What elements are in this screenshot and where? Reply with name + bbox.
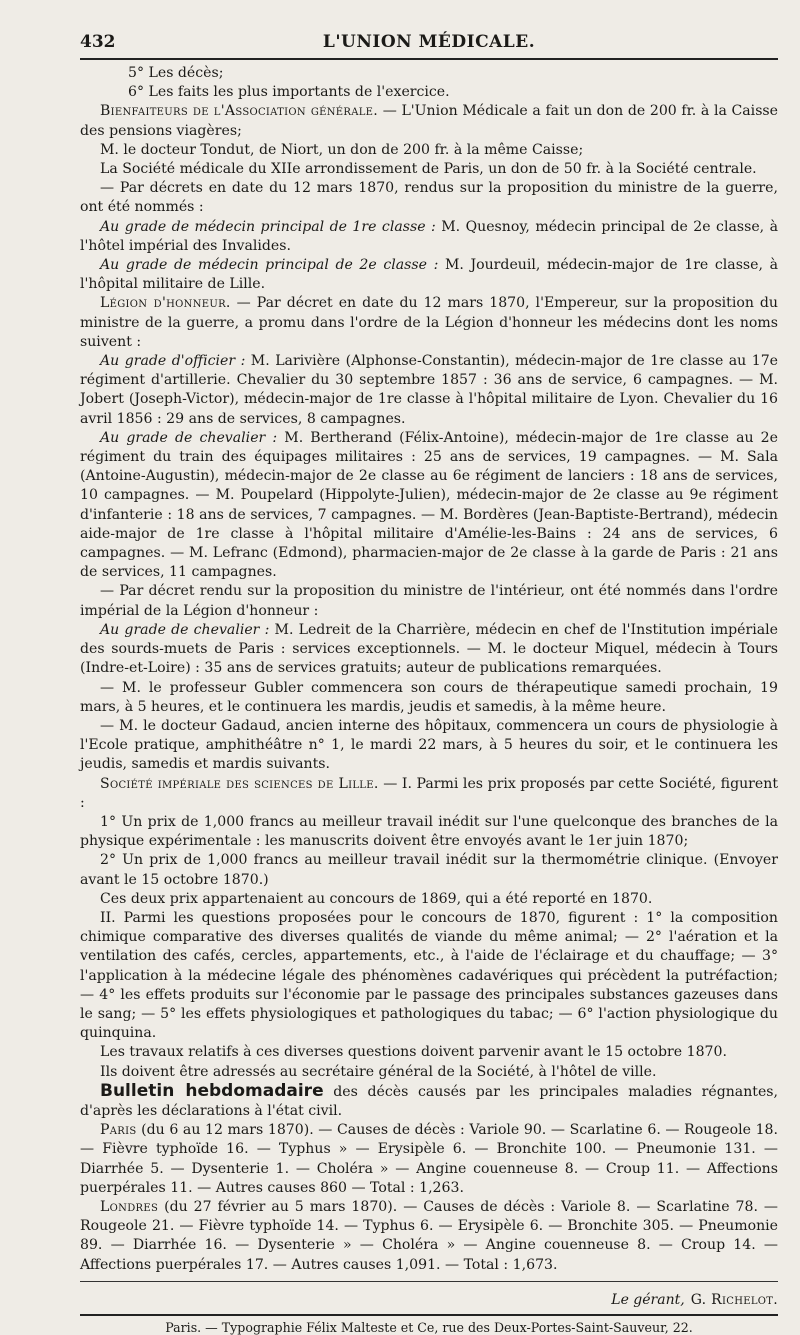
paragraph-text: M. Bertherand (Félix-Antoine), médecin-major de 1re classe au 2e régiment du train des équipages militaires : 25 ans de services, 19 campagnes. — M. Sala (Antoine-Augustin), médecin-major de 2e classe au 6e régiment de lanciers : 18 ans de services, 10 campagnes. — M. Poupelard (Hippolyte-Julien), médecin-major de 2e classe au 9e régiment d'infanterie : 18 ans de services, 7 campagnes. — M. Bordères (Jean-Baptiste-Bertrand), médecin aide-major de 1re classe à l'hôpital militaire d'Amélie-les-Bains : 24 ans de services, 6 campagnes. — M. Lefranc (Edmond), pharmacien-major de 2e classe à la garde de Paris : 21 ans de services, 11 campagnes.	[80, 429, 778, 581]
paragraph-text: — I. Parmi les prix proposés par cette Société, figurent :	[80, 775, 778, 811]
paragraph	[80, 813, 778, 851]
paragraph-text: — Par décret en date du 12 mars 1870, l'Empereur, sur la proposition du ministre de la guerre, a promu dans l'ordre de la Légion d'honneur les médecins dont les noms suivent :	[80, 295, 778, 350]
paragraph	[80, 83, 778, 102]
grade-heading: Au grade de médecin principal de 1re classe :	[100, 218, 436, 235]
paragraph	[80, 621, 778, 679]
paragraph	[80, 1063, 778, 1082]
paragraph-text: M. Ledreit de la Charrière, médecin en chef de l'Institution impériale des sourds-muets de Paris : services exceptionnels. — M. le docteur Miquel, médecin à Tours (Indre-et-Loire) : 35 ans de services gratuits; auteur de publications remarquées.	[80, 621, 778, 677]
paragraph	[80, 141, 778, 160]
paragraph-text: — Par décrets en date du 12 mars 1870, rendus sur la proposition du ministre de la guerre, ont été nommés :	[80, 180, 778, 216]
paragraph	[80, 294, 778, 352]
paragraph-text: — M. le docteur Gadaud, ancien interne des hôpitaux, commencera un cours de physiologie à l'Ecole pratique, amphithéâtre n° 1, le mardi 22 mars, à 5 heures du soir, et le continuera les jeudis, samedis et mardis suivants.	[80, 717, 778, 773]
paragraph-text: (du 27 février au 5 mars 1870). — Causes de décès : Variole 8. — Scarlatine 78. — Rougeole 21. — Fièvre typhoïde 14. — Typhus 6. — Erysipèle 6. — Bronchite 305. — Pneumonie 89. — Diarrhée 16. — Dysenterie » — Choléra » — Angine couenneuse 8. — Croup 14. — Affections puerpérales 17. — Autres causes 1,091. — Total : 1,673.	[80, 1198, 778, 1273]
paragraph-text: — Par décret rendu sur la proposition du ministre de l'intérieur, ont été nommés dans l'ordre impérial de la Légion d'honneur :	[80, 583, 778, 619]
paragraph	[80, 775, 778, 813]
grade-heading: Au grade de médecin principal de 2e classe :	[100, 257, 439, 274]
paragraph-text: des décès causés par les principales maladies régnantes, d'après les déclarations à l'état civil.	[80, 1083, 779, 1119]
paragraph-text: Ces deux prix appartenaient au concours de 1869, qui a été reporté en 1870.	[100, 890, 653, 907]
paragraph	[80, 429, 778, 583]
paragraph-text: 1° Un prix de 1,000 francs au meilleur travail inédit sur l'une quelconque des branches de la physique expérimentale : les manuscrits doivent être envoyés avant le 1er juin 1870;	[80, 813, 778, 850]
paragraph-text: 6° Les faits les plus importants de l'exercice.	[128, 84, 450, 101]
page-number: 432	[80, 32, 116, 52]
printer-imprint: Paris. — Typographie Félix Malteste et Ce, rue des Deux-Portes-Saint-Sauveur, 22.	[165, 1319, 693, 1335]
section-lead: Société impériale des sciences de Lille.	[100, 775, 379, 792]
article-body	[80, 64, 778, 1275]
bulletin-heading: Bulletin hebdomadaire	[100, 1080, 324, 1101]
paragraph	[80, 102, 778, 140]
paragraph	[80, 679, 778, 717]
paragraph	[80, 352, 778, 429]
section-lead: Paris	[100, 1122, 137, 1139]
paragraph	[80, 582, 778, 620]
signature-label: Le gérant,	[611, 1291, 685, 1308]
section-lead: Bienfaiteurs de l'Association générale.	[100, 103, 379, 120]
paragraph	[80, 717, 778, 775]
footer-rule	[80, 1281, 778, 1282]
signature	[80, 1292, 778, 1308]
paragraph-text: La Société médicale du XIIe arrondissement de Paris, un don de 50 fr. à la Société centrale.	[100, 161, 757, 178]
paragraph	[80, 64, 778, 83]
paragraph-text: 2° Un prix de 1,000 francs au meilleur travail inédit sur la thermométrie clinique. (Envoyer avant le 15 octobre 1870.)	[80, 852, 778, 888]
paragraph	[80, 909, 778, 1043]
paragraph-text: 5° Les décès;	[128, 65, 224, 81]
paragraph-text: — M. le professeur Gubler commencera son cours de thérapeutique samedi prochain, 19 mars, à 5 heures, et le continuera les mardis, jeudis et samedis, à la même heure.	[80, 679, 778, 715]
paragraph-text: (du 6 au 12 mars 1870). — Causes de décès : Variole 90. — Scarlatine 6. — Rougeole 18. — Fièvre typhoïde 16. — Typhus » — Erysipèle 6. — Bronchite 100. — Pneumonie 131. — Diarrhée 5. — Dysenterie 1. — Choléra » — Angine couenneuse 8. — Croup 11. — Affections puerpérales 11. — Autres causes 860 — Total : 1,263.	[80, 1122, 778, 1196]
paragraph-text: Les travaux relatifs à ces diverses questions doivent parvenir avant le 15 octobre 1870.	[100, 1044, 727, 1061]
paragraph	[80, 890, 778, 909]
signature-name: G. Richelot.	[690, 1291, 778, 1308]
paragraph-text: M. Jourdeuil, médecin-major de 1re classe, à l'hôpital militaire de Lille.	[80, 257, 778, 293]
paragraph	[80, 218, 778, 256]
paragraph-text: M. le docteur Tondut, de Niort, un don de 200 fr. à la même Caisse;	[100, 141, 584, 158]
grade-heading: Au grade d'officier :	[100, 353, 246, 370]
paragraph	[80, 256, 778, 294]
paragraph	[80, 179, 778, 217]
section-lead: Londres	[100, 1198, 159, 1215]
grade-heading: Au grade de chevalier :	[100, 621, 270, 638]
paragraph	[80, 851, 778, 889]
paragraph	[80, 1082, 778, 1121]
paragraph	[80, 1198, 778, 1275]
paragraph-text: M. Quesnoy, médecin principal de 2e classe, à l'hôtel impérial des Invalides.	[80, 218, 778, 254]
paragraph-text: — L'Union Médicale a fait un don de 200 fr. à la Caisse des pensions viagères;	[80, 103, 778, 139]
paragraph	[80, 1043, 778, 1062]
journal-title: L'UNION MÉDICALE.	[322, 32, 536, 52]
paragraph-text: II. Parmi les questions proposées pour le concours de 1870, figurent : 1° la composition chimique comparative des diverses qualités de viande du même animal; — 2° l'aération et la ventilation des cafés, cercles, appartements, etc., à l'aide de l'éclairage et du chauffage; — 3° l'application à la médecine légale des phénomènes cadavériques qui précèdent la putréfaction; — 4° les effets produits sur l'économie par le passage des principales substances gazeuses dans le sang; — 5° les effets physiologiques et pathologiques du tabac; — 6° l'action physiologique du quinquina.	[80, 909, 778, 1042]
paragraph	[80, 1121, 778, 1198]
paragraph-text: M. Larivière (Alphonse-Constantin), médecin-major de 1re classe au 17e régiment d'artillerie. Chevalier du 30 septembre 1857 : 36 ans de service, 6 campagnes. — M. Jobert (Joseph-Victor), médecin-major de 1re classe à l'hôpital militaire de Lyon. Chevalier du 16 avril 1856 : 29 ans de services, 8 campagnes.	[80, 353, 778, 427]
paragraph-text: Ils doivent être adressés au secrétaire général de la Société, à l'hôtel de ville.	[100, 1063, 657, 1080]
page-header	[80, 18, 778, 52]
header-rule	[80, 58, 778, 60]
grade-heading: Au grade de chevalier :	[100, 429, 278, 446]
paragraph	[80, 160, 778, 179]
section-lead: Légion d'honneur.	[100, 295, 231, 312]
